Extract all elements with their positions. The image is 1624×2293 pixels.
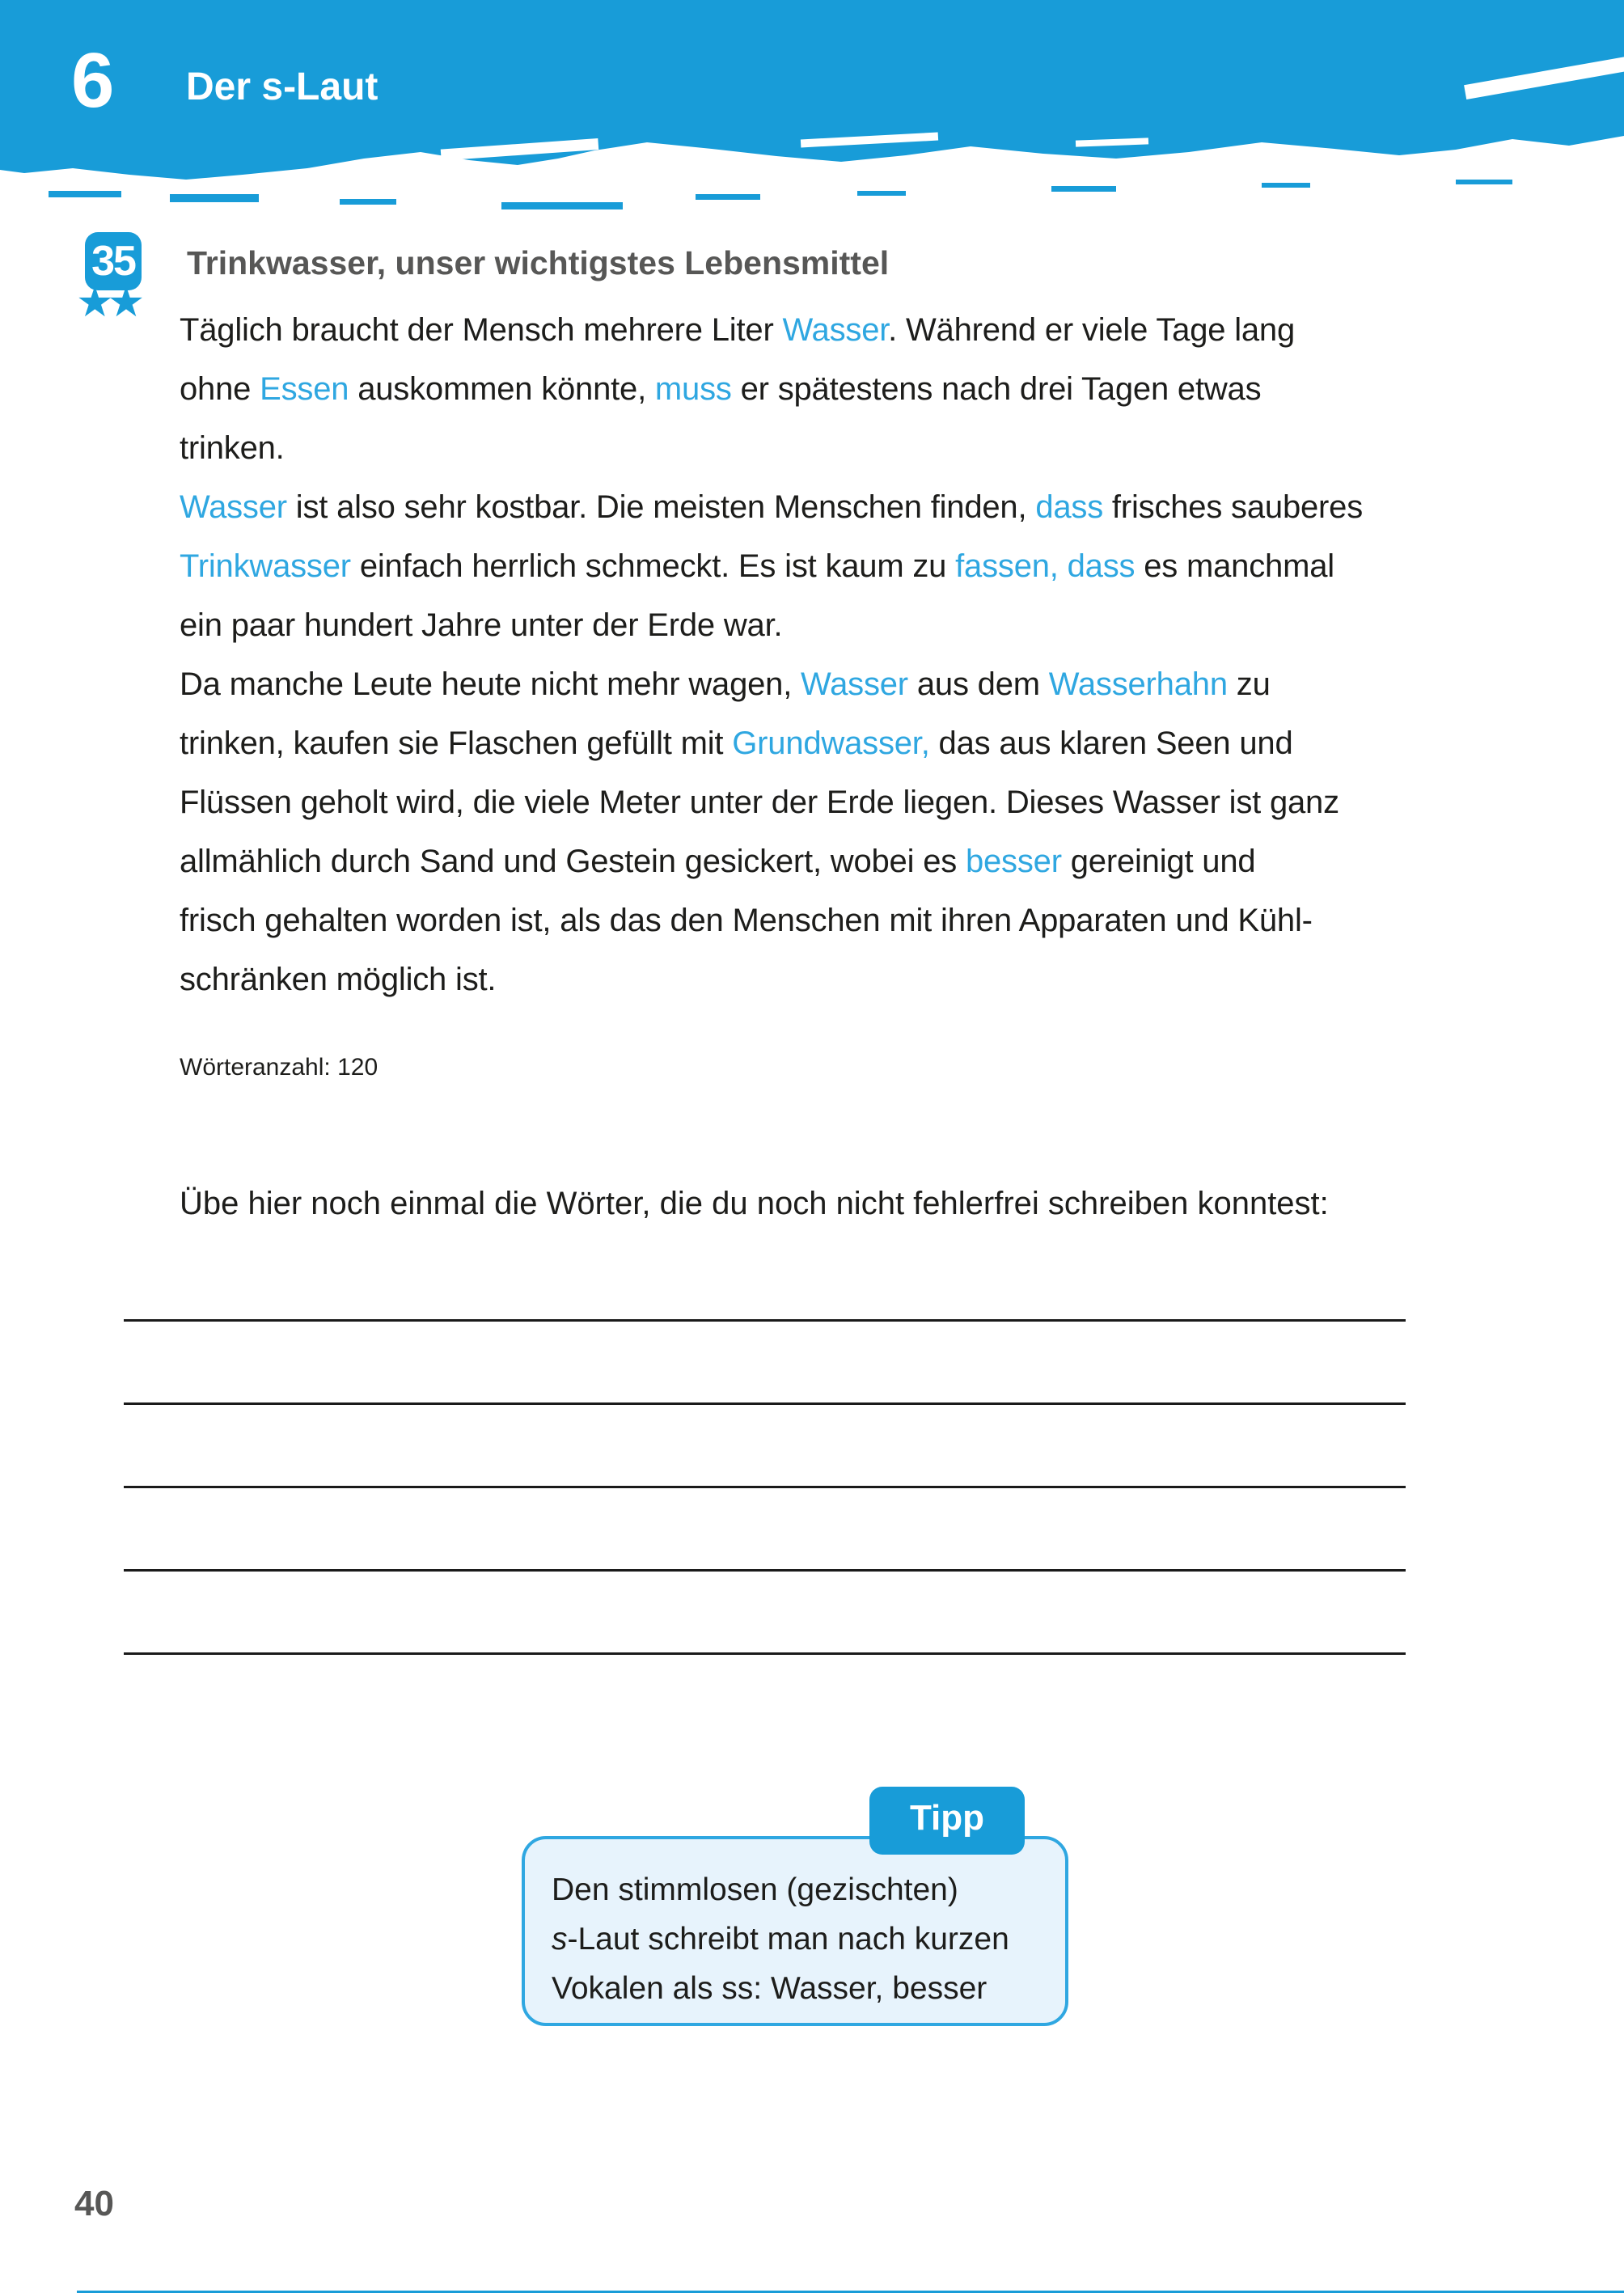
highlighted-word: Wasser <box>180 489 287 525</box>
text-run: frisches sauberes <box>1103 489 1364 525</box>
highlighted-word: fassen, <box>955 548 1059 584</box>
text-run: schränken möglich ist. <box>180 962 497 997</box>
text-line <box>180 773 1441 832</box>
text-run: einfach herrlich schmeckt. Es ist kaum zu <box>350 548 956 584</box>
text-run: zu <box>1227 666 1271 702</box>
highlighted-word: Essen <box>260 371 349 407</box>
highlighted-word: besser <box>965 844 1062 879</box>
writing-line[interactable] <box>124 1319 1406 1322</box>
text-line <box>180 596 1441 655</box>
page-number: 40 <box>74 2184 114 2223</box>
writing-line[interactable] <box>124 1569 1406 1572</box>
text-line <box>180 301 1441 360</box>
writing-line[interactable] <box>124 1402 1406 1405</box>
text-run: -Laut schreibt man nach kurzen <box>567 1922 1009 1957</box>
highlighted-word: dass <box>1035 489 1104 525</box>
highlighted-word: dass <box>1067 548 1136 584</box>
chapter-header <box>0 0 1624 210</box>
highlighted-word: Wasser <box>801 666 908 702</box>
text-run: gereinigt und <box>1061 844 1256 879</box>
text-line <box>180 537 1441 596</box>
text-run: Täglich braucht der Mensch mehrere Liter <box>180 312 783 348</box>
text-run: s <box>552 1922 568 1957</box>
exercise-number: 35 <box>91 238 135 285</box>
text-line <box>180 832 1441 891</box>
difficulty-stars-icon: ★★ <box>76 279 139 326</box>
text-run: allmählich durch Sand und Gestein gesickert, wobei es <box>180 844 966 879</box>
text-run: Da manche Leute heute nicht mehr wagen, <box>180 666 801 702</box>
word-count-label: Wörteranzahl: 120 <box>180 1054 379 1081</box>
text-line <box>180 360 1441 419</box>
text-line <box>180 950 1441 1009</box>
text-run: Den stimmlosen (gezischten) <box>552 1872 958 1907</box>
exercise-title: Trinkwasser, unser wichtigstes Lebensmittel <box>187 244 890 281</box>
writing-line[interactable] <box>124 1652 1406 1655</box>
text-run <box>1059 548 1068 584</box>
text-line <box>180 478 1441 537</box>
tip-label: Tipp <box>909 1798 985 1838</box>
writing-lines <box>124 1319 1406 1736</box>
text-line <box>552 1865 1045 1914</box>
text-line <box>552 1964 1045 2013</box>
text-run: es manchmal <box>1135 548 1334 584</box>
practice-instruction: Übe hier noch einmal die Wörter, die du noch nicht fehlerfrei schreiben konntest: <box>180 1186 1329 1221</box>
text-run: ein paar hundert Jahre unter der Erde war. <box>180 607 783 643</box>
text-run: ist also sehr kostbar. Die meisten Menschen finden, <box>286 489 1036 525</box>
text-run: er spätestens nach drei Tagen etwas <box>731 371 1262 407</box>
text-run: trinken, kaufen sie Flaschen gefüllt mit <box>180 726 733 761</box>
tip-text <box>552 1865 1045 2013</box>
text-run: das aus klaren Seen und <box>929 726 1293 761</box>
text-run: . Während er viele Tage lang <box>888 312 1296 348</box>
text-run: trinken. <box>180 430 285 466</box>
chapter-number: 6 <box>71 37 115 124</box>
chapter-title: Der s-Laut <box>186 66 379 108</box>
highlighted-word: Grundwasser, <box>732 726 930 761</box>
text-run: Flüssen geholt wird, die viele Meter unter der Erde liegen. Dieses Wasser ist ganz <box>180 785 1339 820</box>
text-run: Vokalen als ss: Wasser, besser <box>552 1971 988 2006</box>
highlighted-word: muss <box>654 371 732 407</box>
tip-tab <box>869 1787 1025 1855</box>
text-line <box>180 419 1441 478</box>
writing-line[interactable] <box>124 1486 1406 1488</box>
highlighted-word: Wasser <box>782 312 889 348</box>
text-line <box>552 1914 1045 1964</box>
text-line <box>180 714 1441 773</box>
highlighted-word: Wasserhahn <box>1048 666 1228 702</box>
text-run: auskommen könnte, <box>349 371 655 407</box>
dictation-text <box>180 301 1441 1009</box>
highlighted-word: Trinkwasser <box>180 548 351 584</box>
text-run: frisch gehalten worden ist, als das den Menschen mit ihren Apparaten und Kühl- <box>180 903 1313 938</box>
text-run: aus dem <box>907 666 1049 702</box>
text-line <box>180 655 1441 714</box>
text-run: ohne <box>180 371 260 407</box>
text-line <box>180 891 1441 950</box>
